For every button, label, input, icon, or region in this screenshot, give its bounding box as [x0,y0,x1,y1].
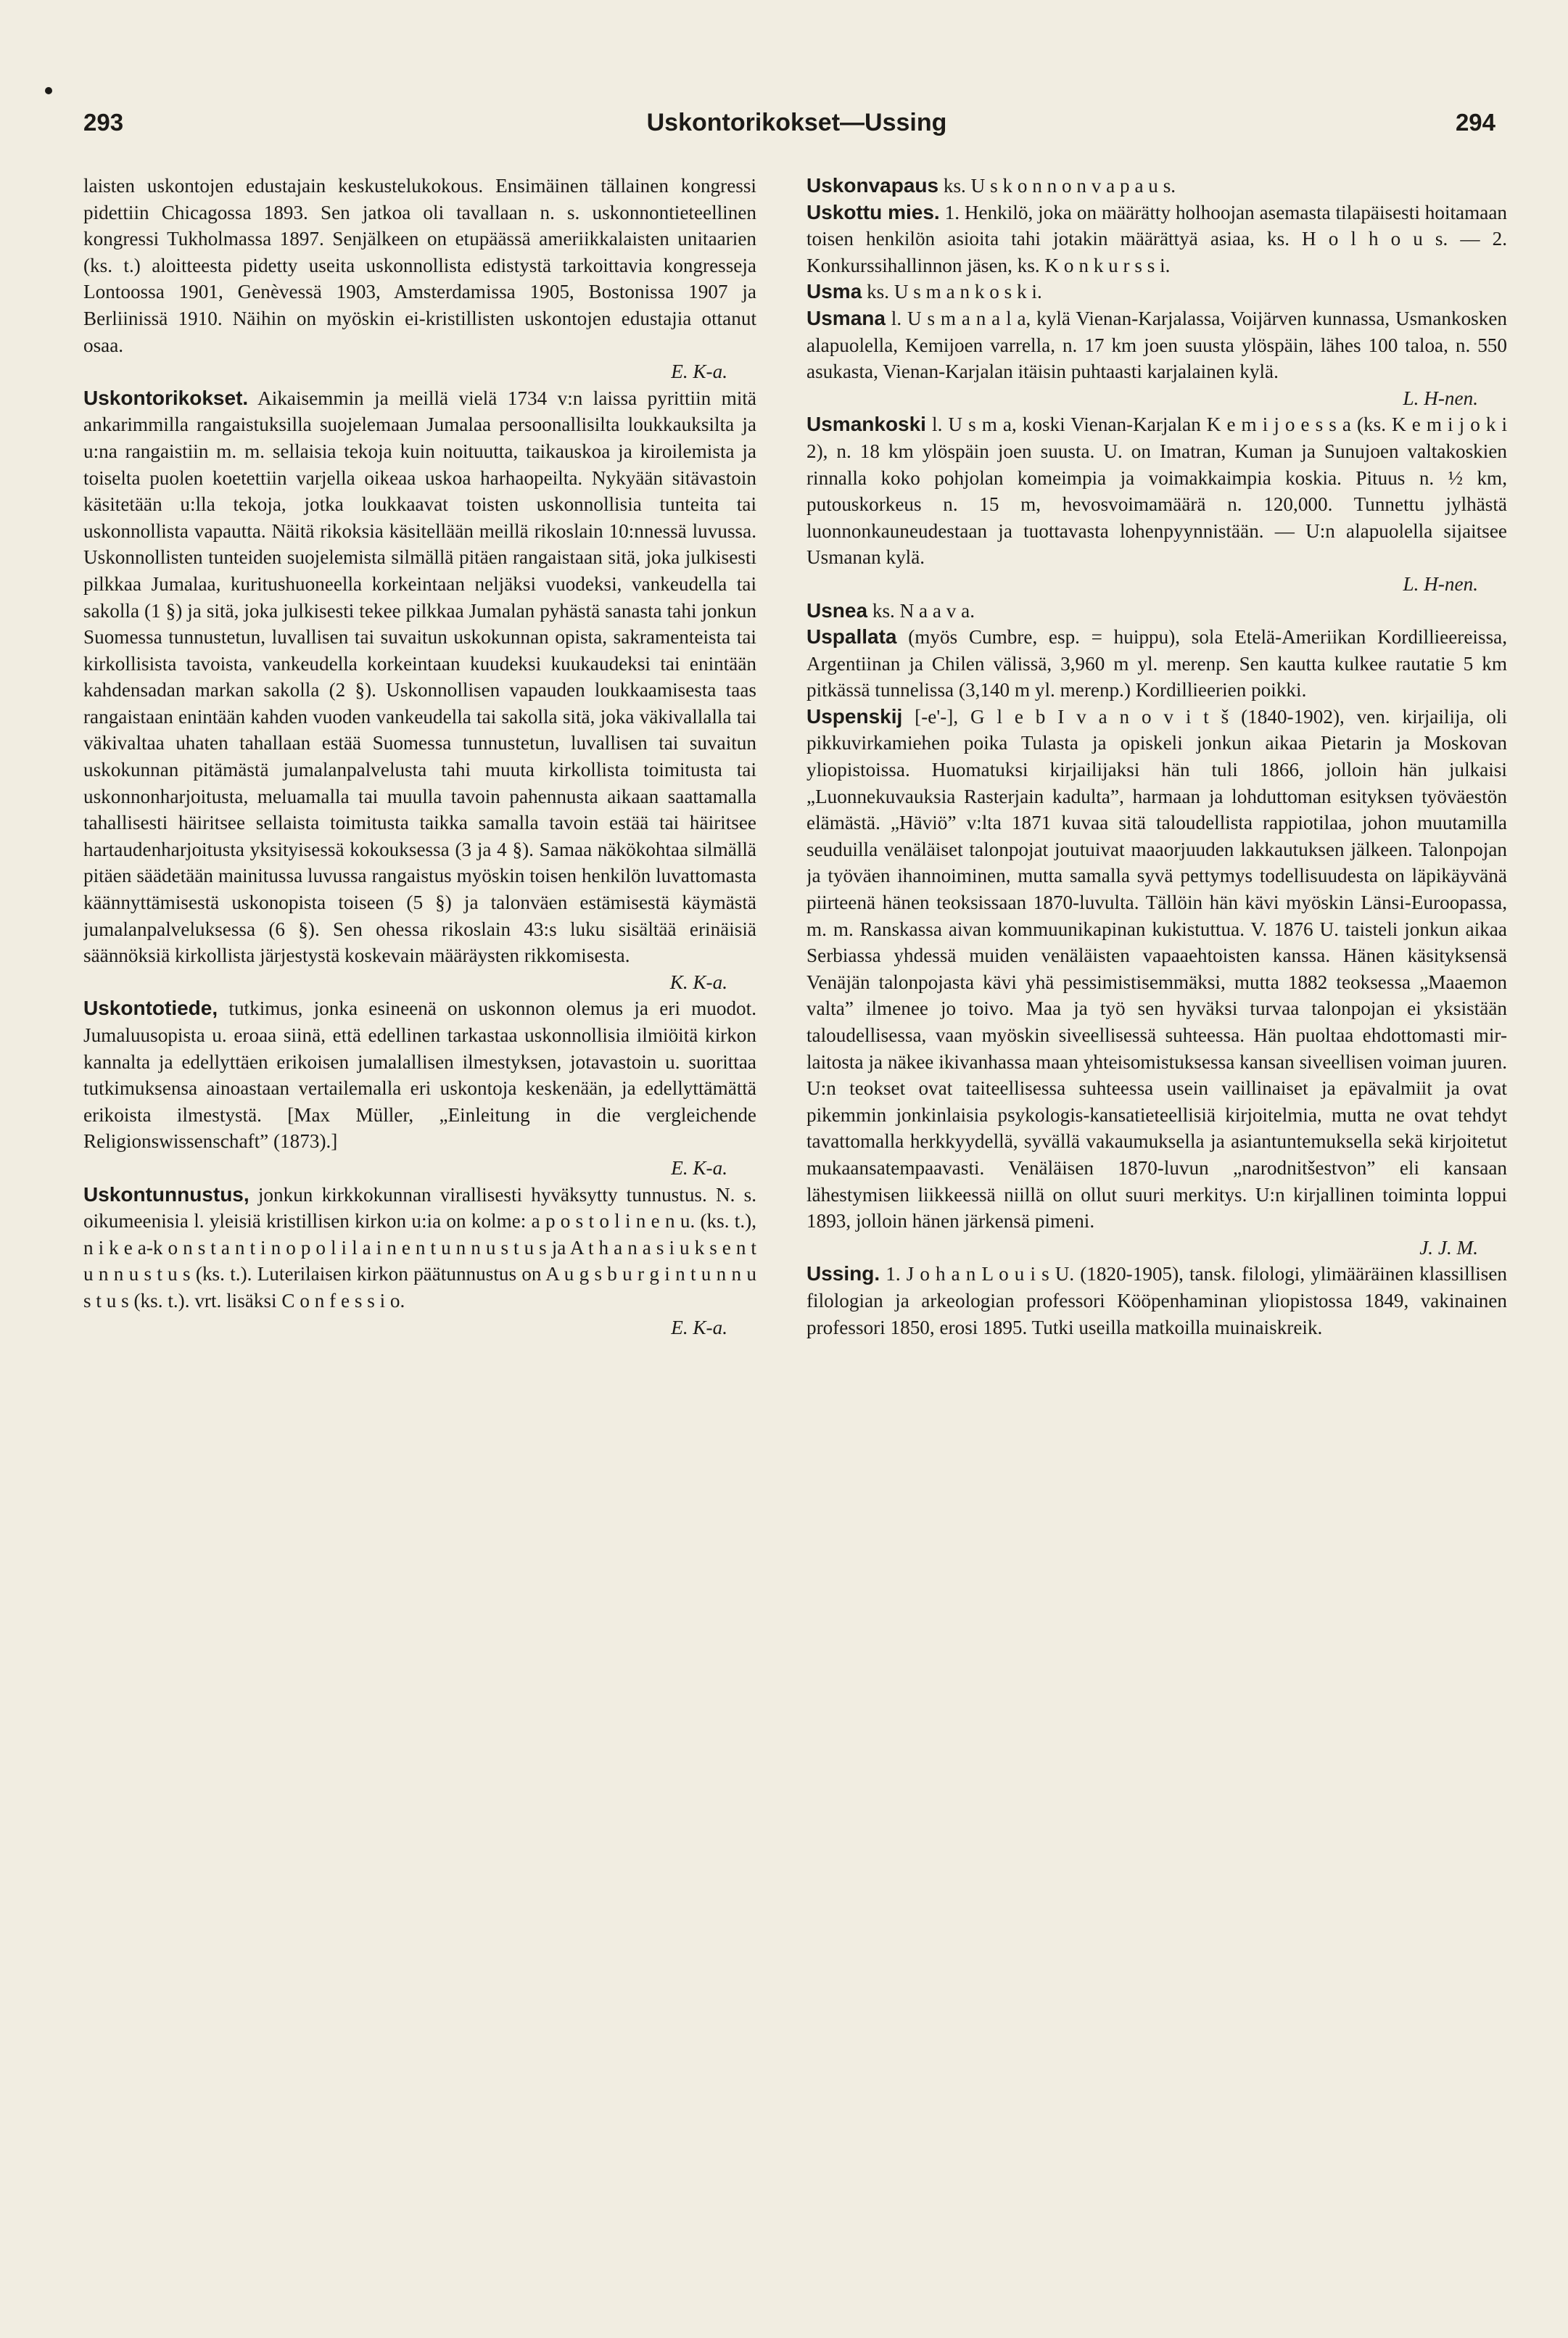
article-text: tutkimus, jonka esineenä on uskonnon olemus ja eri muodot. Jumaluusopista u. eroaa siinä, että edellinen tarkastaa uskonnollisia ilmiöitä kirkon kannalta ja edellyttäen erikoisen jumalallisen ilmestyksen, jotavastoin u. suorittaa tutkimuksensa ainoastaan vertailemalla eri uskontoja keskenään, ja edellyttämättä erikoista ilmestystä. [Max Müller, „Einleitung in die vergleichende Religionswissenschaft” (1873).] [83,997,756,1153]
article-headword: Ussing. [806,1262,880,1285]
article-text: (myös Cumbre, esp. = huippu), sola Etelä-Ameriikan Kordillieereissa, Argentiinan ja Chilen välissä, 3,960 m yl. merenp. Sen kautta kulkee rautatie 5 km pitkässä tunnelissa (3,140 m yl. merenp.) Kordillieerien poikki. [806,626,1507,701]
page-number-right: 294 [1455,109,1495,136]
running-header [83,109,1510,152]
article-headword: Uskontunnustus, [83,1182,249,1206]
article-headword: Usnea [806,598,868,622]
article-headword: Uskonvapaus [806,174,939,197]
article-text: l. U s m a, koski Vienan-Karjalan K e m i j o e s s a (ks. K e m i j o k i 2), n. 18 km ylöspäin joen suusta. U. on Imatran, Kuman ja Sunujoen valtakoskien rinnalla koko pohjolan komeimpia ja voimakkaimpia koskia. Pituus n. ½ km, putouskorkeus n. 15 m, hevosvoimamäärä n. 120,000. Tunnettu jylhästä luonnonkauneudestaan ja tuottavasta lohenpyynnistään. — U:n alapuolella sijaitsee Usmanan kylä. [806,413,1507,569]
author-signature: E. K-a. [671,1316,727,1338]
article-entry [806,199,1507,279]
article-entry [806,411,1507,597]
article-entry [83,173,756,385]
article-headword: Uskottu mies. [806,200,940,223]
article-entry [83,385,756,996]
author-signature: K. K-a. [669,971,727,993]
article-text: l. U s m a n a l a, kylä Vienan-Karjalassa, Voijärven kunnassa, Usmankosken alapuolella, Kemijoen varrella, n. 17 km joen suusta ylöspäin, lähes 100 taloa, n. 550 asukasta, Vienan-Karjalan itäisin puhtaasti karjalainen kylä. [806,307,1507,383]
author-signature: E. K-a. [671,361,727,383]
running-title: Uskontorikokset—Ussing [646,109,947,136]
article-entry [806,704,1507,1261]
article-headword: Uskontorikokset. [83,386,249,409]
article-text: jonkun kirkkokunnan virallisesti hyväksytty tunnustus. N. s. oikumeenisia l. yleisiä kristillisen kirkon u:ia on kolme: a p o s t o l i n e n u. (ks. t.), n i k e a-k o n s t a n t i n o p o l i l a i n e n t u n n u s t u s ja A t h a n a s i u k s e n t u n n u s t u s (ks. t.). Luterilaisen kirkon päätunnustus on A u g s b u r g i n t u n n u s t u s (ks. t.). vrt. lisäksi C o n f e s s i o. [83,1183,756,1312]
page-mark-dot [45,87,52,94]
article-headword: Usmana [806,306,886,329]
article-text: [-e'-], G l e b I v a n o v i t š (1840-1902), ven. kirjailija, oli pikkuvirkamiehen poika Tulasta ja opiskeli jonkun aikaa Pietarin ja Moskovan yliopistoissa. Huomatuksi kirjailijaksi hän tuli 1866, jolloin hän julkaisi „Luonnekuvauksia Rasterjain kadulta”, harmaan ja lohduttoman esityksen työväestön elämästä. „Häviö” v:lta 1871 kuvaa sitä taloudellista rappiotilaa, johon muutamilla seuduilla venäläiset talonpojat joutuivat maaorjuuden lakkautuksen jälkeen. Talonpojan ja työväen ihannoiminen, mutta samalla syvä pettymys todellisuudesta on läpikäyvänä piirteenä hänen teoksissaan 1870-luvulta. Tällöin hän kävi myöskin Länsi-Euroopassa, m. m. Ranskassa aivan kommuunikapinan kukistuttua. V. 1876 U. taisteli jonkun aikaa Serbiassa yhdessä muiden venäläisten vapaaehtoisten kanssa. Hänen käsityksensä Venäjän talonpojasta kävi yhä pessimistisemmäksi, mutta 1882 teoksessa „Maaemon valta” ilmenee jo toivo. Maa ja työ sen hyväksi turvaa talonpojan ei yksistään taloudellisessa, vaan myöskin siveellisessä suhteessa. Hän puoltaa ehdottomasti mir-laitosta ja näkee ikivanhassa maan yhteisomistuksessa kansan siveellisen voiman juuren. U:n teokset ovat taiteellisessa suhteessa usein vaillinaiset ja epävalmiit ja ovat pikemmin jonkinlaisia psykologis-kansatieteellisiä kirjoitelmia, mutta ne ovat tehdyt tavattomalla herkkyydellä, syvällä vakaumuksella ja asiantuntemuksella sekä kirjoitetut mukaansatempaavasti. Venäläisen 1870-luvun „narodnitšestvon” eli kansaan lähestymisen liikkeessä niillä on ollut suuri merkitys. U:n kirjallinen toiminta loppui 1893, jolloin hänen järkensä pimeni. [806,705,1507,1232]
article-text: 1. Henkilö, joka on määrätty holhoojan asemasta tilapäisesti hoitamaan toisen henkilön asioita tahi jotakin määrättyä asiaa, ks. H o l h o u s. — 2. Konkurssihallinnon jäsen, ks. K o n k u r s s i. [806,201,1507,276]
article-text: Aikaisemmin ja meillä vielä 1734 v:n laissa pyrittiin mitä ankarimmilla rangaistuksilla suojelemaan Jumalaa persoonallisilta loukkauksilta ja u:na rangaistiin m. m. sellaisia tekoja kuin noituutta, taikauskoa ja kiroilemista ja toiselta puolen koetettiin varjella oikeaa uskoa harhaopeilta. Nykyään sitävastoin käsitetään u:lla tekoja, jotka loukkaavat toisten uskonnollisia tunteita tai uskonnollista vapautta. Näitä rikoksia käsitellään meillä rikoslain 10:nnessä luvussa. Uskonnollisten tunteiden suojelemista silmällä pitäen rangaistaan sitä, joka julkisesti pilkkaa Jumalaa, kuritushuoneella korkeintaan neljäksi vuodeksi, vankeudella tai sakolla (1 §) ja sitä, joka julkisesti tekee pilkkaa Jumalan pyhästä sanasta tahi jonkun Suomessa tunnustetun, luvallisen tai suvaitun uskokunnan opista, sakramenteista tai kirkollisista tavoista, vankeudella korkeintaan kuudeksi kuukaudeksi tai enintään kahdensadan markan sakolla (2 §). Uskonnollisen vapauden loukkaamisesta taas rangaistaan enintään kahden vuoden vankeudella tai sakolla sitä, joka väkivallalla tai väkivaltaa uhaten tahallaan estää Suomessa tunnustetun, luvallisen tai suvaitun uskokunnan pitämästä jumalanpalvelusta tahi muuta kirkollista toimitusta tai uskonnonharjoitusta, meluamalla tai muulla tavoin pahennusta aikaan saattamalla tahallisesti häiritsee sellaista toimitusta taikka samalla tavoin estää tai häiritsee hartaudenharjoitusta yksityisessä kokouksessa (3 ja 4 §). Samaa näkökohtaa silmällä pitäen säädetään mainitussa luvussa rangaistus myöskin toisen henkilön luvattomasta käännyttämisestä uskonopista toiseen (5 §) ja talonväen estämisestä käymästä jumalanpalveluksessa (6 §). Sen ohessa rikoslain 43:s luku sisältää erinäisiä säännöksiä kirkollista järjestystä koskevain määräysten rikkomisesta. [83,387,756,967]
author-signature: L. H-nen. [1403,387,1478,409]
article-headword: Uskontotiede, [83,997,218,1020]
article-text: 1. J o h a n L o u i s U. (1820-1905), tansk. filologi, ylimääräinen klassillisen filologian ja arkeologian professori Kööpenhaminan yliopistossa 1849, vakinainen professori 1850, erosi 1895. Tutki useilla matkoilla muinaiskreik. [806,1263,1507,1338]
article-entry [806,173,1507,199]
right-column [806,173,1507,2305]
article-entry [806,1261,1507,1341]
left-column [83,173,756,2305]
article-entry [806,279,1507,305]
author-signature: L. H-nen. [1403,572,1478,595]
article-entry [83,995,756,1181]
article-headword: Usmankoski [806,413,926,436]
page-number-left: 293 [83,109,124,136]
article-entry [806,624,1507,704]
article-headword: Usma [806,280,862,303]
author-signature: J. J. M. [1419,1236,1478,1259]
article-headword: Uspallata [806,625,897,649]
article-text: ks. U s k o n n o n v a p a u s. [943,175,1176,197]
article-text: laisten uskontojen edustajain keskustelukokous. Ensimäinen tällainen kongressi pidettiin Chicagossa 1893. Sen jatkoa oli tavallaan n. s. uskonnontieteellinen kongressi Tukholmassa 1897. Senjälkeen on etupäässä ameriikkalaisten unitaarien (ks. t.) aloitteesta pidetty useita uskonnollista edistystä tarkoittavia kongresseja Lontoossa 1901, Genèvessä 1903, Amsterdamissa 1905, Bostonissa 1907 ja Berliinissä 1910. Näihin on myöskin ei-kristillisten uskontojen edustajia ottanut osaa. [83,175,756,356]
article-entry [83,1182,756,1341]
author-signature: E. K-a. [671,1156,727,1179]
article-headword: Uspenskij [806,704,903,728]
article-text: ks. U s m a n k o s k i. [867,281,1042,303]
article-text: ks. N a a v a. [872,599,975,622]
article-entry [806,598,1507,625]
article-entry [806,305,1507,411]
